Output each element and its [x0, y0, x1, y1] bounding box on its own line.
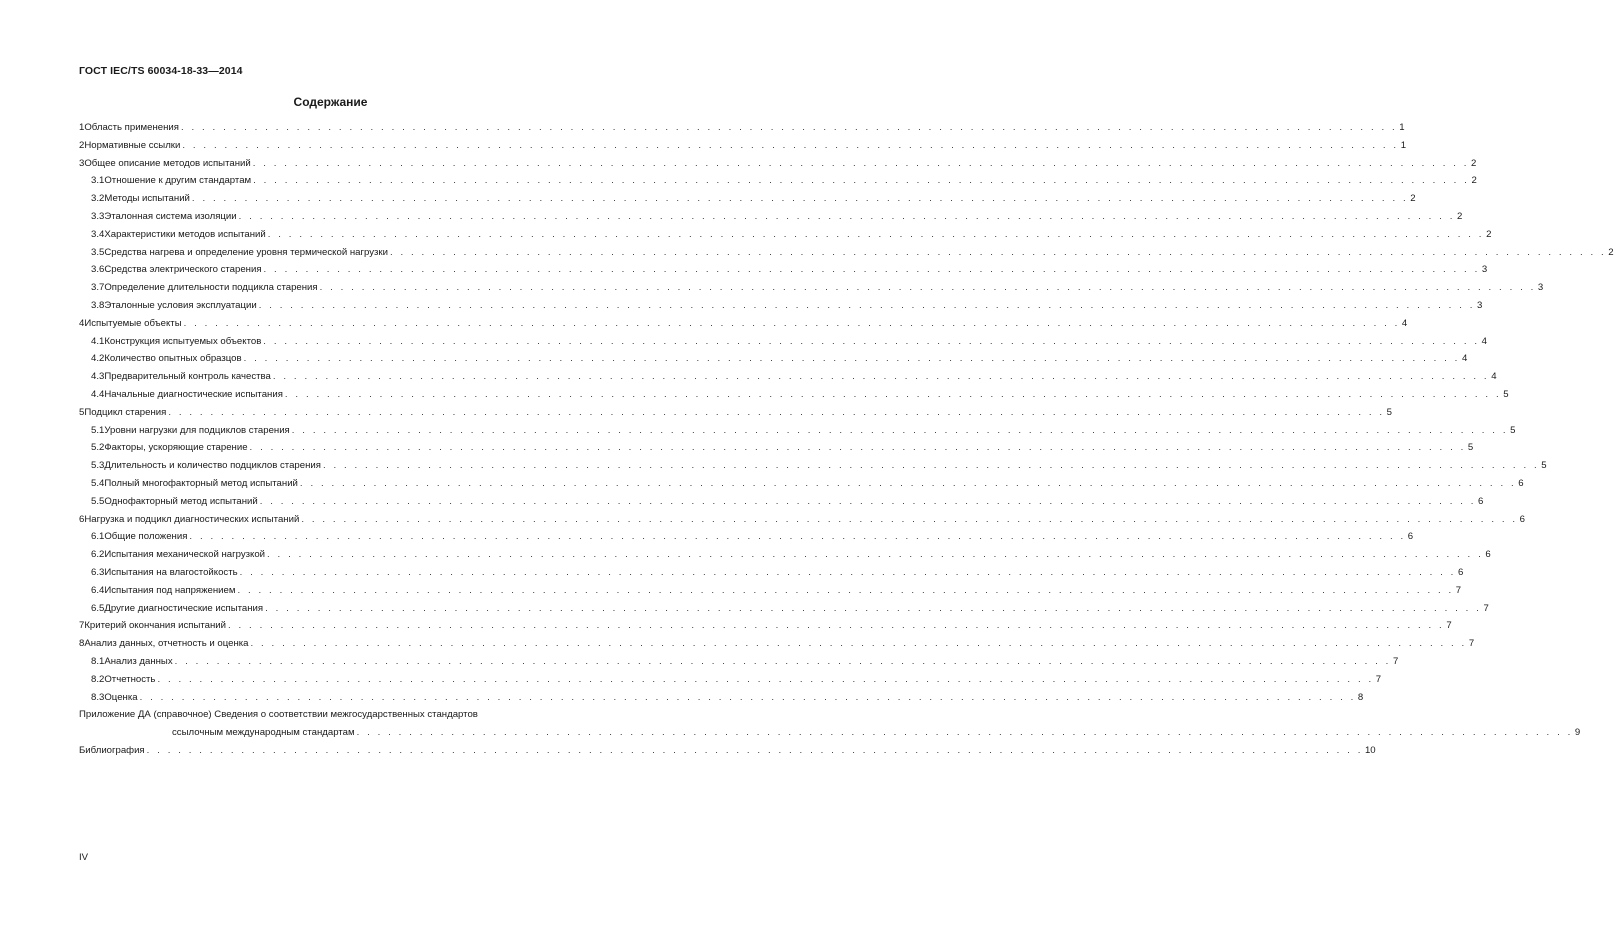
leader-dots: . . . . . . . . . . . . . . . . . . . . . . . . . . . . . . . . . . . . . . . . . . . . . . . . . . . . . . . . . . . . . . . . . . . . . . . . . . . . . . . . . . . . . . . . . . . . . . . . . . . . . . . . . . . . . . . . . . . . — [183, 317, 1400, 329]
toc-entry-title: Конструкция испытуемых объектов — [104, 335, 262, 347]
leader-dots: . . . . . . . . . . . . . . . . . . . . . . . . . . . . . . . . . . . . . . . . . . . . . . . . . . . . . . . . . . . . . . . . . . . . . . . . . . . . . . . . . . . . . . . . . . . . . . . . . . . . . . . . . . . . . . . . . . . . — [291, 424, 1509, 436]
toc-entry[interactable] — [79, 653, 1399, 671]
toc-entry[interactable] — [79, 689, 1364, 707]
toc-entry[interactable] — [79, 155, 1477, 173]
toc-entry-number: 6.5 — [91, 602, 105, 614]
toc-entry-title: Подцикл старения — [84, 406, 167, 418]
toc-entry-number: 3 — [79, 157, 85, 169]
toc-entry-number: 3.6 — [91, 264, 105, 276]
toc-entry-title: Анализ данных — [104, 655, 173, 667]
toc-entry[interactable] — [79, 511, 1525, 529]
leader-dots: . . . . . . . . . . . . . . . . . . . . . . . . . . . . . . . . . . . . . . . . . . . . . . . . . . . . . . . . . . . . . . . . . . . . . . . . . . . . . . . . . . . . . . . . . . . . . . . . . . . . . . . . . . . . . . . . . . . . — [356, 727, 1573, 739]
toc-entry-page-number: 4 — [1491, 371, 1497, 383]
toc-entry-title: Однофакторный метод испытаний — [104, 495, 258, 507]
bibliography-title: Библиография — [79, 744, 145, 756]
toc-entry-number: 1 — [79, 122, 85, 133]
toc-entry-number: 8 — [79, 638, 85, 650]
toc-entry-title: Эталонная система изоляции — [104, 210, 237, 222]
document-header: ГОСТ IEC/TS 60034-18-33—2014 — [79, 65, 243, 77]
leader-dots: . . . . . . . . . . . . . . . . . . . . . . . . . . . . . . . . . . . . . . . . . . . . . . . . . . . . . . . . . . . . . . . . . . . . . . . . . . . . . . . . . . . . . . . . . . . . . . . . . . . . . . . . . . . . . . . . . . . . — [299, 477, 1517, 489]
toc-entry-number: 8.3 — [91, 691, 105, 703]
appendix-title-continued: ссылочным международным стандартам — [172, 727, 355, 739]
toc-entry[interactable] — [79, 208, 1463, 226]
toc-entry-title: Испытания на влагостойкость — [104, 566, 238, 578]
toc-entry-page-number: 5 — [1503, 388, 1509, 400]
toc-entry-title: Факторы, ускоряющие старение — [104, 442, 248, 454]
toc-entry[interactable] — [79, 297, 1483, 315]
toc-entry-number: 6.1 — [91, 531, 105, 543]
toc-entry-page-number: 5 — [1541, 460, 1547, 472]
table-of-contents — [79, 119, 1614, 760]
toc-entry-page-number: 2 — [1486, 228, 1492, 240]
toc-entry-number: 7 — [79, 620, 85, 632]
toc-entry[interactable] — [79, 635, 1475, 653]
appendix-page-number: 9 — [1574, 727, 1581, 739]
leader-dots: . . . . . . . . . . . . . . . . . . . . . . . . . . . . . . . . . . . . . . . . . . . . . . . . . . . . . . . . . . . . . . . . . . . . . . . . . . . . . . . . . . . . . . . . . . . . . . . . . . . . . . . . . . . . . . . . . . . . — [238, 210, 1455, 222]
leader-dots: . . . . . . . . . . . . . . . . . . . . . . . . . . . . . . . . . . . . . . . . . . . . . . . . . . . . . . . . . . . . . . . . . . . . . . . . . . . . . . . . . . . . . . . . . . . . . . . . . . . . . . . . . . . . . . . . . . . . — [146, 744, 1363, 756]
toc-entry-title: Общие положения — [104, 531, 188, 543]
toc-entry-title: Средства нагрева и определение уровня термической нагрузки — [104, 246, 388, 258]
toc-entry-title: Испытания под напряжением — [104, 584, 236, 596]
appendix-title[interactable]: Приложение ДА (справочное) Сведения о соответствии межгосударственных стандартов — [79, 709, 478, 721]
toc-entry-title: Испытания механической нагрузкой — [104, 549, 266, 561]
leader-dots: . . . . . . . . . . . . . . . . . . . . . . . . . . . . . . . . . . . . . . . . . . . . . . . . . . . . . . . . . . . . . . . . . . . . . . . . . . . . . . . . . . . . . . . . . . . . . . . . . . . . . . . . . . . . . . . . . . . . — [180, 122, 1398, 133]
toc-entry-number: 6.4 — [91, 584, 105, 596]
toc-entry-number: 3.3 — [91, 210, 105, 222]
toc-entry[interactable] — [79, 386, 1509, 404]
toc-entry-title: Определение длительности подцикла старения — [104, 282, 318, 294]
toc-entry-number: 2 — [79, 139, 85, 151]
leader-dots: . . . . . . . . . . . . . . . . . . . . . . . . . . . . . . . . . . . . . . . . . . . . . . . . . . . . . . . . . . . . . . . . . . . . . . . . . . . . . . . . . . . . . . . . . . . . . . . . . . . . . . . . . . . . . . . . . . . . — [189, 531, 1406, 543]
leader-dots: . . . . . . . . . . . . . . . . . . . . . . . . . . . . . . . . . . . . . . . . . . . . . . . . . . . . . . . . . . . . . . . . . . . . . . . . . . . . . . . . . . . . . . . . . . . . . . . . . . . . . . . . . . . . . . . . . . . . — [389, 246, 1607, 258]
toc-entry-number: 8.2 — [91, 673, 105, 685]
leader-dots: . . . . . . . . . . . . . . . . . . . . . . . . . . . . . . . . . . . . . . . . . . . . . . . . . . . . . . . . . . . . . . . . . . . . . . . . . . . . . . . . . . . . . . . . . . . . . . . . . . . . . . . . . . . . . . . . . . . . — [319, 282, 1536, 294]
toc-entry-page-number: 2 — [1471, 157, 1477, 169]
toc-entry-number: 4.4 — [91, 388, 105, 400]
toc-entry-number: 6.3 — [91, 566, 105, 578]
toc-entry-title: Длительность и количество подциклов старения — [104, 460, 321, 472]
leader-dots: . . . . . . . . . . . . . . . . . . . . . . . . . . . . . . . . . . . . . . . . . . . . . . . . . . . . . . . . . . . . . . . . . . . . . . . . . . . . . . . . . . . . . . . . . . . . . . . . . . . . . . . . . . . . . . . . . . . . — [249, 442, 1466, 454]
toc-entry-number: 4.2 — [91, 353, 105, 365]
toc-entry-page-number: 2 — [1456, 210, 1463, 222]
toc-entry-number: 5.2 — [91, 442, 105, 454]
toc-entry-number: 3.2 — [91, 193, 105, 205]
toc-entry-title: Нагрузка и подцикл диагностических испытаний — [84, 513, 300, 525]
leader-dots: . . . . . . . . . . . . . . . . . . . . . . . . . . . . . . . . . . . . . . . . . . . . . . . . . . . . . . . . . . . . . . . . . . . . . . . . . . . . . . . . . . . . . . . . . . . . . . . . . . . . . . . . . . . . . . . . . . . . — [258, 299, 1476, 311]
toc-entry[interactable] — [79, 493, 1484, 511]
toc-entry[interactable] — [79, 457, 1547, 475]
leader-dots: . . . . . . . . . . . . . . . . . . . . . . . . . . . . . . . . . . . . . . . . . . . . . . . . . . . . . . . . . . . . . . . . . . . . . . . . . . . . . . . . . . . . . . . . . . . . . . . . . . . . . . . . . . . . . . . . . . . . — [191, 193, 1409, 205]
toc-entry[interactable] — [79, 190, 1416, 208]
leader-dots: . . . . . . . . . . . . . . . . . . . . . . . . . . . . . . . . . . . . . . . . . . . . . . . . . . . . . . . . . . . . . . . . . . . . . . . . . . . . . . . . . . . . . . . . . . . . . . . . . . . . . . . . . . . . . . . . . . . . — [168, 406, 1385, 418]
toc-entry[interactable] — [79, 475, 1524, 493]
toc-entry-page-number: 6 — [1518, 477, 1524, 489]
toc-entry-title: Средства электрического старения — [104, 264, 262, 276]
toc-entry-page-number: 7 — [1392, 655, 1399, 667]
toc-entry-page-number: 6 — [1478, 495, 1484, 507]
toc-entry-number: 4.1 — [91, 335, 105, 347]
toc-entry-page-number: 7 — [1455, 584, 1462, 596]
leader-dots: . . . . . . . . . . . . . . . . . . . . . . . . . . . . . . . . . . . . . . . . . . . . . . . . . . . . . . . . . . . . . . . . . . . . . . . . . . . . . . . . . . . . . . . . . . . . . . . . . . . . . . . . . . . . . . . . . . . . — [322, 460, 1540, 472]
toc-entry[interactable] — [79, 244, 1614, 262]
toc-entry-page-number: 7 — [1375, 673, 1382, 685]
toc-entry-page-number: 6 — [1519, 513, 1525, 525]
leader-dots: . . . . . . . . . . . . . . . . . . . . . . . . . . . . . . . . . . . . . . . . . . . . . . . . . . . . . . . . . . . . . . . . . . . . . . . . . . . . . . . . . . . . . . . . . . . . . . . . . . . . . . . . . . . . . . . . . . . . — [253, 175, 1470, 187]
toc-entry-title: Эталонные условия эксплуатации — [104, 299, 257, 311]
toc-entry-title: Отношение к другим стандартам — [104, 175, 252, 187]
leader-dots: . . . . . . . . . . . . . . . . . . . . . . . . . . . . . . . . . . . . . . . . . . . . . . . . . . . . . . . . . . . . . . . . . . . . . . . . . . . . . . . . . . . . . . . . . . . . . . . . . . . . . . . . . . . . . . . . . . . . — [243, 353, 1460, 365]
leader-dots: . . . . . . . . . . . . . . . . . . . . . . . . . . . . . . . . . . . . . . . . . . . . . . . . . . . . . . . . . . . . . . . . . . . . . . . . . . . . . . . . . . . . . . . . . . . . . . . . . . . . . . . . . . . . . . . . . . . . — [272, 371, 1490, 383]
toc-entry[interactable] — [79, 439, 1474, 457]
toc-entry[interactable] — [79, 404, 1392, 422]
toc-entry-number: 6.2 — [91, 549, 105, 561]
toc-entry-page-number: 5 — [1386, 406, 1392, 418]
toc-entry[interactable] — [79, 226, 1492, 244]
toc-entry-page-number: 7 — [1446, 620, 1452, 632]
toc-entry[interactable] — [79, 350, 1468, 368]
toc-entry[interactable] — [79, 315, 1408, 333]
leader-dots: . . . . . . . . . . . . . . . . . . . . . . . . . . . . . . . . . . . . . . . . . . . . . . . . . . . . . . . . . . . . . . . . . . . . . . . . . . . . . . . . . . . . . . . . . . . . . . . . . . . . . . . . . . . . . . . . . . . . — [250, 638, 1467, 650]
leader-dots: . . . . . . . . . . . . . . . . . . . . . . . . . . . . . . . . . . . . . . . . . . . . . . . . . . . . . . . . . . . . . . . . . . . . . . . . . . . . . . . . . . . . . . . . . . . . . . . . . . . . . . . . . . . . . . . . . . . . — [139, 691, 1356, 703]
toc-entry[interactable] — [79, 333, 1487, 351]
toc-entry-title: Нормативные ссылки — [84, 139, 181, 151]
toc-entry[interactable] — [79, 528, 1414, 546]
toc-entry-title: Полный многофакторный метод испытаний — [104, 477, 298, 489]
toc-entry-number: 3.5 — [91, 246, 105, 258]
toc-entry-page-number: 6 — [1407, 531, 1414, 543]
toc-entry[interactable] — [79, 368, 1497, 386]
toc-entry-page-number: 8 — [1357, 691, 1364, 703]
toc-entry-title: Уровни нагрузки для подциклов старения — [104, 424, 290, 436]
toc-entry-number: 4.3 — [91, 371, 105, 383]
leader-dots: . . . . . . . . . . . . . . . . . . . . . . . . . . . . . . . . . . . . . . . . . . . . . . . . . . . . . . . . . . . . . . . . . . . . . . . . . . . . . . . . . . . . . . . . . . . . . . . . . . . . . . . . . . . . . . . . . . . . — [263, 264, 1480, 276]
toc-entry-page-number: 6 — [1457, 566, 1464, 578]
toc-entry-number: 5.5 — [91, 495, 105, 507]
toc-entry-page-number: 7 — [1483, 602, 1489, 614]
toc-entries — [79, 119, 1614, 706]
toc-entry[interactable] — [79, 546, 1491, 564]
toc-entry[interactable] — [79, 422, 1516, 440]
toc-entry-title: Общее описание методов испытаний — [84, 157, 251, 169]
toc-entry-number: 6 — [79, 513, 85, 525]
leader-dots: . . . . . . . . . . . . . . . . . . . . . . . . . . . . . . . . . . . . . . . . . . . . . . . . . . . . . . . . . . . . . . . . . . . . . . . . . . . . . . . . . . . . . . . . . . . . . . . . . . . . . . . . . . . . . . . . . . . . — [263, 335, 1480, 347]
toc-entry-page-number: 2 — [1410, 193, 1416, 205]
leader-dots: . . . . . . . . . . . . . . . . . . . . . . . . . . . . . . . . . . . . . . . . . . . . . . . . . . . . . . . . . . . . . . . . . . . . . . . . . . . . . . . . . . . . . . . . . . . . . . . . . . . . . . . . . . . . . . . . . . . . — [237, 584, 1454, 596]
leader-dots: . . . . . . . . . . . . . . . . . . . . . . . . . . . . . . . . . . . . . . . . . . . . . . . . . . . . . . . . . . . . . . . . . . . . . . . . . . . . . . . . . . . . . . . . . . . . . . . . . . . . . . . . . . . . . . . . . . . . — [259, 495, 1477, 507]
toc-entry-page-number: 3 — [1481, 264, 1488, 276]
toc-entry-number: 3.7 — [91, 282, 105, 294]
toc-entry-title: Предварительный контроль качества — [104, 371, 271, 383]
toc-entry-number: 3.4 — [91, 228, 105, 240]
toc-entry-page-number: 7 — [1468, 638, 1475, 650]
toc-entry-number: 8.1 — [91, 655, 105, 667]
toc-entry-number: 5.3 — [91, 460, 105, 472]
toc-entry-number: 4 — [79, 317, 85, 329]
toc-entry[interactable] — [79, 172, 1477, 190]
toc-entry-page-number: 2 — [1608, 246, 1614, 258]
toc-entry-number: 3.1 — [91, 175, 105, 187]
toc-entry-title: Испытуемые объекты — [84, 317, 182, 329]
page-number-footer: IV — [79, 852, 89, 863]
page-title: Содержание — [293, 95, 368, 109]
leader-dots: . . . . . . . . . . . . . . . . . . . . . . . . . . . . . . . . . . . . . . . . . . . . . . . . . . . . . . . . . . . . . . . . . . . . . . . . . . . . . . . . . . . . . . . . . . . . . . . . . . . . . . . . . . . . . . . . . . . . — [267, 228, 1485, 240]
toc-entry-page-number: 5 — [1467, 442, 1474, 454]
leader-dots: . . . . . . . . . . . . . . . . . . . . . . . . . . . . . . . . . . . . . . . . . . . . . . . . . . . . . . . . . . . . . . . . . . . . . . . . . . . . . . . . . . . . . . . . . . . . . . . . . . . . . . . . . . . . . . . . . . . . — [157, 673, 1374, 685]
toc-entry[interactable] — [79, 261, 1488, 279]
toc-entry[interactable] — [79, 564, 1464, 582]
toc-entry-page-number: 6 — [1485, 549, 1491, 561]
toc-entry[interactable] — [79, 600, 1489, 618]
leader-dots: . . . . . . . . . . . . . . . . . . . . . . . . . . . . . . . . . . . . . . . . . . . . . . . . . . . . . . . . . . . . . . . . . . . . . . . . . . . . . . . . . . . . . . . . . . . . . . . . . . . . . . . . . . . . . . . . . . . . — [267, 549, 1484, 561]
toc-entry-page-number: 4 — [1481, 335, 1487, 347]
toc-entry-page-number: 2 — [1471, 175, 1477, 187]
toc-entry-page-number: 4 — [1401, 317, 1408, 329]
toc-entry-title: Анализ данных, отчетность и оценка — [84, 638, 249, 650]
toc-entry-title: Оценка — [104, 691, 138, 703]
leader-dots: . . . . . . . . . . . . . . . . . . . . . . . . . . . . . . . . . . . . . . . . . . . . . . . . . . . . . . . . . . . . . . . . . . . . . . . . . . . . . . . . . . . . . . . . . . . . . . . . . . . . . . . . . . . . . . . . . . . . — [174, 655, 1391, 667]
toc-entry-title: Методы испытаний — [104, 193, 190, 205]
toc-entry[interactable] — [79, 119, 1405, 137]
toc-entry-number: 3.8 — [91, 299, 105, 311]
toc-entry[interactable] — [79, 137, 1407, 155]
toc-entry-page-number: 1 — [1399, 122, 1405, 133]
toc-entry-title: Другие диагностические испытания — [104, 602, 264, 614]
toc-entry-title: Отчетность — [104, 673, 156, 685]
toc-entry-number: 5.4 — [91, 477, 105, 489]
toc-entry[interactable] — [79, 279, 1544, 297]
toc-entry[interactable] — [79, 617, 1452, 635]
toc-entry[interactable] — [79, 582, 1462, 600]
leader-dots: . . . . . . . . . . . . . . . . . . . . . . . . . . . . . . . . . . . . . . . . . . . . . . . . . . . . . . . . . . . . . . . . . . . . . . . . . . . . . . . . . . . . . . . . . . . . . . . . . . . . . . . . . . . . . . . . . . . . — [301, 513, 1518, 525]
toc-entry-page-number: 4 — [1461, 353, 1468, 365]
toc-entry-title: Характеристики методов испытаний — [104, 228, 266, 240]
toc-entry-title: Начальные диагностические испытания — [104, 388, 283, 400]
toc-entry-page-number: 1 — [1400, 139, 1407, 151]
leader-dots: . . . . . . . . . . . . . . . . . . . . . . . . . . . . . . . . . . . . . . . . . . . . . . . . . . . . . . . . . . . . . . . . . . . . . . . . . . . . . . . . . . . . . . . . . . . . . . . . . . . . . . . . . . . . . . . . . . . . — [227, 620, 1445, 632]
leader-dots: . . . . . . . . . . . . . . . . . . . . . . . . . . . . . . . . . . . . . . . . . . . . . . . . . . . . . . . . . . . . . . . . . . . . . . . . . . . . . . . . . . . . . . . . . . . . . . . . . . . . . . . . . . . . . . . . . . . . — [265, 602, 1482, 614]
leader-dots: . . . . . . . . . . . . . . . . . . . . . . . . . . . . . . . . . . . . . . . . . . . . . . . . . . . . . . . . . . . . . . . . . . . . . . . . . . . . . . . . . . . . . . . . . . . . . . . . . . . . . . . . . . . . . . . . . . . . — [239, 566, 1456, 578]
appendix-entry[interactable] — [79, 724, 1581, 742]
toc-entry-page-number: 3 — [1477, 299, 1483, 311]
leader-dots: . . . . . . . . . . . . . . . . . . . . . . . . . . . . . . . . . . . . . . . . . . . . . . . . . . . . . . . . . . . . . . . . . . . . . . . . . . . . . . . . . . . . . . . . . . . . . . . . . . . . . . . . . . . . . . . . . . . . — [284, 388, 1502, 400]
toc-entry-title: Область применения — [84, 122, 179, 133]
toc-entry-page-number: 5 — [1510, 424, 1516, 436]
toc-entry-title: Критерий окончания испытаний — [84, 620, 226, 632]
toc-entry-title: Количество опытных образцов — [104, 353, 242, 365]
toc-entry[interactable] — [79, 671, 1382, 689]
toc-entry-number: 5.1 — [91, 424, 105, 436]
toc-entry-number: 5 — [79, 406, 85, 418]
toc-entry-page-number: 3 — [1537, 282, 1544, 294]
leader-dots: . . . . . . . . . . . . . . . . . . . . . . . . . . . . . . . . . . . . . . . . . . . . . . . . . . . . . . . . . . . . . . . . . . . . . . . . . . . . . . . . . . . . . . . . . . . . . . . . . . . . . . . . . . . . . . . . . . . . — [252, 157, 1470, 169]
leader-dots: . . . . . . . . . . . . . . . . . . . . . . . . . . . . . . . . . . . . . . . . . . . . . . . . . . . . . . . . . . . . . . . . . . . . . . . . . . . . . . . . . . . . . . . . . . . . . . . . . . . . . . . . . . . . . . . . . . . . — [182, 139, 1399, 151]
bibliography-entry[interactable] — [79, 742, 1376, 760]
bibliography-page-number: 10 — [1364, 744, 1376, 756]
